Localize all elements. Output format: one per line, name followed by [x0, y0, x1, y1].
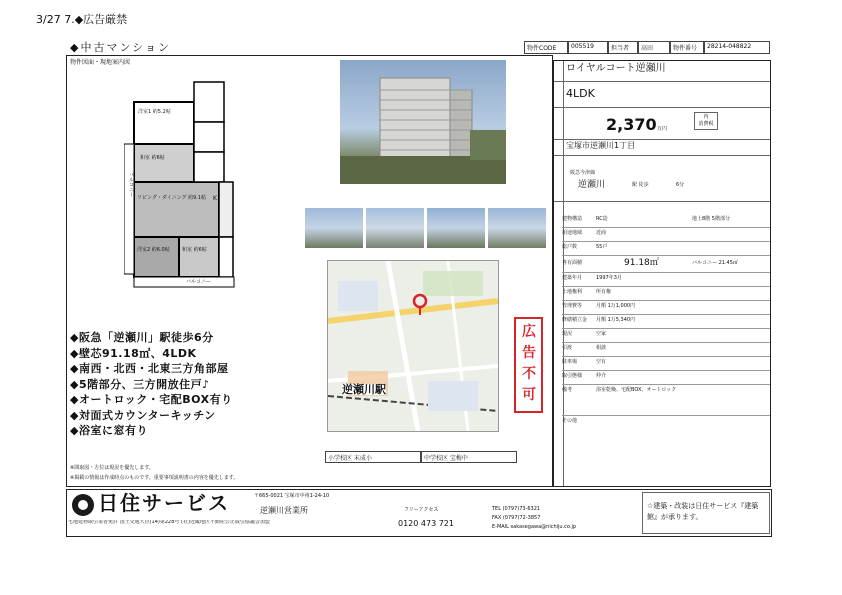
branch-name: 逆瀬川営業所: [260, 506, 308, 515]
feature-item: ◆対面式カウンターキッチン: [70, 408, 216, 422]
code-value: 005519: [568, 41, 608, 54]
date-note: 3/27 7.◆広告厳禁: [36, 13, 128, 26]
room-label-4: 洋室2 約6.0帖: [137, 247, 170, 253]
spec-extra: バルコニー 21.45㎡: [692, 260, 738, 266]
spec-label: 管理費等: [562, 303, 583, 309]
spec-value: 近商: [596, 230, 607, 236]
room-label-1: 洋室1 約5.2帖: [138, 109, 171, 115]
stamp-char-4: 可: [522, 387, 536, 403]
feature-item: ◆5階部分、三方開放住戸♪: [70, 377, 210, 391]
spec-value: 月額 1万5,340円: [596, 317, 636, 323]
feature-list: [70, 332, 233, 436]
spec-label: 取引態様: [562, 373, 583, 379]
fax-number: FAX (0797)72-3857: [492, 515, 541, 521]
spec-label: 引渡: [562, 345, 573, 351]
spec-label: 現況: [562, 331, 573, 337]
balcony-left-label: バルコニー: [128, 172, 134, 197]
spec-value: 月額 1万1,000円: [596, 303, 636, 309]
spec-label: 備考: [562, 387, 573, 393]
floorplan-drawing: [124, 72, 244, 292]
feature-item: ◆壁芯91.18㎡、4LDK: [70, 346, 197, 360]
note-2: ※掲載の情報は作成時点のものです。重要事項説明書の内容を優先します。: [70, 475, 239, 481]
property-layout: 4LDK: [566, 87, 595, 100]
stamp-char-3: 不: [522, 366, 536, 382]
staff-value: 高田: [638, 41, 670, 54]
location-map: [327, 260, 499, 432]
spec-value: 1997年3月: [596, 275, 622, 281]
spec-value: 仲介: [596, 373, 607, 379]
walk-label: 駅 徒歩: [632, 182, 649, 188]
spec-label: 建築年月: [562, 275, 583, 281]
property-price: 2,370: [606, 115, 657, 134]
tel-number: TEL (0797)73-6321: [492, 506, 541, 512]
spec-label: その他: [562, 418, 578, 424]
license-info: 宅地建物取引業者免許 国土交通大臣(14)第228号 (社)近畿地区不動産公正取引協議会加盟: [68, 520, 270, 525]
feature-item: ◆オートロック・宅配BOX有り: [70, 393, 233, 406]
spec-label: 駐車場: [562, 359, 578, 365]
feature-item: ◆阪急「逆瀬川」駅徒歩6分: [70, 331, 214, 344]
branch-address: 〒665-0021 宝塚市中州1-24-10: [254, 493, 330, 499]
promo-text: ☆建築・改装は日住サービス『建築館』が承ります。: [647, 502, 759, 522]
room-label-3: リビング・ダイニング 約9.1帖: [137, 195, 207, 201]
floorplan-caption: 物件図面・現地案内図: [70, 59, 131, 66]
freedial-number: 0120 473 721: [398, 519, 454, 528]
view-photo-3: [427, 208, 485, 248]
listing-type: ◆中古マンション: [70, 41, 171, 54]
property-address: 宝塚市逆瀬川1丁目: [566, 141, 636, 150]
spec-value: 空有: [596, 359, 607, 365]
feature-item: ◆南西・北西・北東三方角部屋: [70, 362, 229, 375]
view-photo-2: [366, 208, 424, 248]
balcony-bottom-label: バルコニー: [186, 279, 212, 285]
spec-label: 専有面積: [562, 260, 583, 266]
freedial-label: フリーアクセス: [404, 507, 439, 513]
spec-label: 用途地域: [562, 230, 583, 236]
spec-label: 建物構造: [562, 216, 583, 222]
code-label: 物件CODE: [524, 41, 568, 54]
map-station-label: 逆瀬川駅: [342, 383, 386, 396]
company-name: 日住サービス: [98, 491, 230, 515]
school-junior-high: 中学校区 宝梅中: [421, 451, 517, 463]
spec-value: 55戸: [596, 244, 608, 250]
school-elementary: 小学校区 末成小: [325, 451, 421, 463]
railway-line: 阪急今津線: [570, 170, 596, 176]
spec-label: 土地権利: [562, 289, 583, 295]
spec-value: 空家: [596, 331, 607, 337]
company-logo-icon: [72, 494, 94, 516]
number-value: 28214-048822: [704, 41, 770, 54]
staff-label: 担当者: [608, 41, 638, 54]
room-label-5: 和室 約6帖: [182, 247, 207, 253]
spec-value: 所有権: [596, 289, 612, 295]
station-name: 逆瀬川: [578, 180, 606, 190]
tax-note: 内 消費税: [694, 112, 718, 130]
spec-rows: [562, 214, 770, 429]
email-address: E-MAIL sakasegawa@nichiju.co.jp: [492, 524, 577, 530]
building-photo: [340, 60, 506, 184]
no-ad-stamp: [514, 317, 543, 413]
feature-item: ◆浴室に窓有り: [70, 424, 148, 437]
kitchen-label: K: [213, 195, 217, 202]
stamp-char-1: 広: [522, 324, 536, 340]
room-label-2: 和室 約6帖: [140, 155, 165, 161]
property-name: ロイヤルコート逆瀬川: [566, 63, 666, 74]
note-1: ※間取図・方位は現況を優先します。: [70, 465, 154, 471]
spec-value: 相談: [596, 345, 607, 351]
spec-value: 91.18㎡: [624, 258, 659, 268]
spec-value: RC造: [596, 216, 608, 222]
walk-time: 6分: [676, 182, 685, 188]
price-unit: 万円: [657, 126, 668, 132]
spec-extra: 地上8階 5階部分: [692, 216, 730, 222]
spec-value: 浴室乾燥、宅配BOX、オートロック: [596, 387, 677, 393]
stamp-char-2: 告: [522, 345, 536, 361]
spec-label: 修繕積立金: [562, 317, 588, 323]
view-photo-4: [488, 208, 546, 248]
number-label: 物件番号: [670, 41, 704, 54]
promo-box: [642, 492, 770, 534]
spec-label: 総戸数: [562, 244, 578, 250]
view-photo-1: [305, 208, 363, 248]
